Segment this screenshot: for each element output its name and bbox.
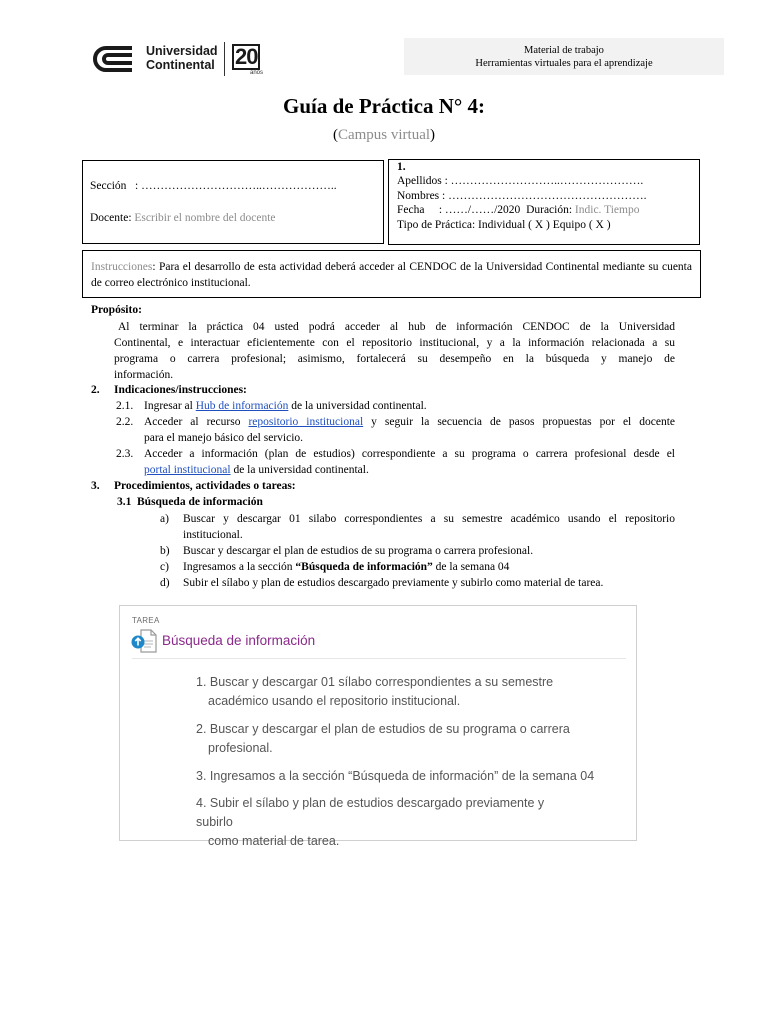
proposito-line3: programa o carrera profesional; asimismo, fortalecerá su desempeño en la búsqueda y manejo de xyxy=(114,353,675,365)
section3-heading: Procedimientos, actividades o tareas: xyxy=(114,480,296,492)
seccion-row xyxy=(90,180,337,192)
nombres-field[interactable]: Nombres : ……………………………………………. xyxy=(397,190,647,202)
item-2-1 xyxy=(144,398,427,414)
hub-informacion-link[interactable]: Hub de información xyxy=(195,400,289,412)
docente-field[interactable]: Escribir el nombre del docente xyxy=(134,212,276,224)
document-upload-icon xyxy=(130,628,158,654)
subtitle-open-paren: ( xyxy=(332,127,338,143)
anniversary-word: años xyxy=(250,70,264,76)
item-2-3-line2 xyxy=(144,462,369,478)
task-c-pre: Ingresamos a la sección xyxy=(183,561,293,573)
item-2-2-pre: Acceder al recurso xyxy=(144,416,241,428)
instructions-box xyxy=(82,250,701,298)
task-panel xyxy=(119,605,637,848)
task-panel-item-1 xyxy=(196,673,576,711)
anniversary-number: 20 xyxy=(232,44,260,70)
material-line1: Material de trabajo xyxy=(524,45,604,56)
university-logo-icon xyxy=(92,42,134,76)
proposito-heading: Propósito: xyxy=(91,304,142,316)
docente-label: Docente: xyxy=(90,212,132,224)
item-2-3-post: de la universidad continental. xyxy=(233,464,369,476)
university-name-line1: Universidad xyxy=(146,44,218,58)
info-number: 1. xyxy=(397,161,406,173)
student-info-box-left xyxy=(82,160,384,244)
task-panel-item-3 xyxy=(196,767,616,786)
task-panel-item-1-line2: académico usando el repositorio institucional. xyxy=(208,694,461,708)
subtitle-close-paren: ) xyxy=(430,127,436,143)
page-subtitle xyxy=(0,127,768,144)
page-title: Guía de Práctica N° 4: xyxy=(282,94,486,118)
material-header-box xyxy=(404,38,724,75)
fecha-label: Fecha xyxy=(397,204,425,216)
task-panel-item-2 xyxy=(196,720,576,758)
task-panel-item-4-line1: 4. Subir el sílabo y plan de estudios descargado previamente y subirlo xyxy=(196,796,545,829)
proposito-line2: Continental, e interactuar eficientemente con el repositorio institucional, y a la información relacionada a su xyxy=(114,337,675,349)
task-b-text: Buscar y descargar el plan de estudios de su programa o carrera profesional. xyxy=(183,545,534,557)
anniversary-logo xyxy=(232,44,266,74)
task-c xyxy=(183,559,509,575)
task-a-line1: Buscar y descargar 01 silabo correspondientes a su semestre académico usando el repositorio xyxy=(183,513,675,525)
task-c-post: de la semana 04 xyxy=(435,561,510,573)
section3-1-heading: Búsqueda de información xyxy=(137,496,263,508)
seccion-field[interactable]: : …………………………..……………….. xyxy=(135,180,337,192)
item-2-1-number: 2.1. xyxy=(116,400,134,412)
item-2-1-post: de la universidad continental. xyxy=(291,400,427,412)
proposito-paragraph xyxy=(114,319,675,383)
university-logo xyxy=(92,40,272,80)
material-line2: Herramientas virtuales para el aprendizaje xyxy=(475,58,653,69)
docente-row xyxy=(90,212,276,224)
instructions-label: Instrucciones xyxy=(91,261,153,273)
task-panel-title: Búsqueda de información xyxy=(162,633,316,648)
repositorio-institucional-link[interactable]: repositorio institucional xyxy=(248,416,364,428)
seccion-label: Sección xyxy=(90,180,127,192)
university-name-line2: Continental xyxy=(146,58,215,72)
item-2-2 xyxy=(144,414,675,430)
task-c-letter: c) xyxy=(160,561,169,573)
subtitle-text: Campus virtual xyxy=(337,127,431,143)
duracion-label: Duración: xyxy=(526,204,573,216)
task-a-line2: institucional. xyxy=(183,529,243,541)
proposito-line4: información. xyxy=(114,369,174,381)
section3-1-number: 3.1 xyxy=(117,496,132,508)
fecha-row xyxy=(397,204,639,216)
logo-divider xyxy=(224,42,225,76)
task-panel-item-1-line1: 1. Buscar y descargar 01 sílabo correspondientes a su semestre xyxy=(196,675,554,689)
item-2-2-line2: para el manejo básico del servicio. xyxy=(144,432,304,444)
section3-number: 3. xyxy=(91,480,100,492)
item-2-3-line1: Acceder a información (plan de estudios) correspondiente a su programa o carrera profesional desde el xyxy=(144,448,675,460)
task-panel-item-4 xyxy=(196,794,576,851)
duracion-field[interactable]: Indic. Tiempo xyxy=(574,204,640,216)
proposito-line1: Al terminar la práctica 04 usted podrá acceder al hub de información CENDOC de la Universidad xyxy=(118,321,675,333)
task-panel-divider xyxy=(132,658,626,659)
item-2-1-pre: Ingresar al xyxy=(144,400,193,412)
portal-institucional-link[interactable]: portal institucional xyxy=(144,464,231,476)
fecha-field[interactable]: : ……/……/2020 xyxy=(438,204,521,216)
item-2-2-number: 2.2. xyxy=(116,416,134,428)
task-panel-item-2-line2: profesional. xyxy=(208,741,273,755)
task-panel-item-2-line1: 2. Buscar y descargar el plan de estudios de su programa o carrera xyxy=(196,722,570,736)
task-c-bold: “Búsqueda de información” xyxy=(295,561,433,573)
apellidos-field[interactable]: Apellidos : ………………………..…………………. xyxy=(397,175,644,187)
task-b-letter: b) xyxy=(160,545,170,557)
task-d-text: Subir el sílabo y plan de estudios descargado previamente y subirlo como material de tarea. xyxy=(183,577,604,589)
task-panel-item-3-line1: 3. Ingresamos a la sección “Búsqueda de información” de la semana 04 xyxy=(196,769,595,783)
task-d-letter: d) xyxy=(160,577,170,589)
task-panel-item-4-line2: como material de tarea. xyxy=(208,834,340,848)
tipo-practica: Tipo de Práctica: Individual ( X ) Equipo ( X ) xyxy=(397,219,611,231)
section2-heading: Indicaciones/instrucciones: xyxy=(114,384,247,396)
task-tag: TAREA xyxy=(132,616,160,625)
task-a-letter: a) xyxy=(160,513,169,525)
student-info-box-right xyxy=(388,159,700,245)
section2-number: 2. xyxy=(91,384,100,396)
item-2-3-number: 2.3. xyxy=(116,448,134,460)
item-2-2-post: y seguir la secuencia de pasos propuestas por el docente xyxy=(371,416,676,428)
instructions-text: : Para el desarrollo de esta actividad deberá acceder al CENDOC de la Universidad Continental mediante su cuenta de correo electrónico institucional. xyxy=(91,261,692,289)
